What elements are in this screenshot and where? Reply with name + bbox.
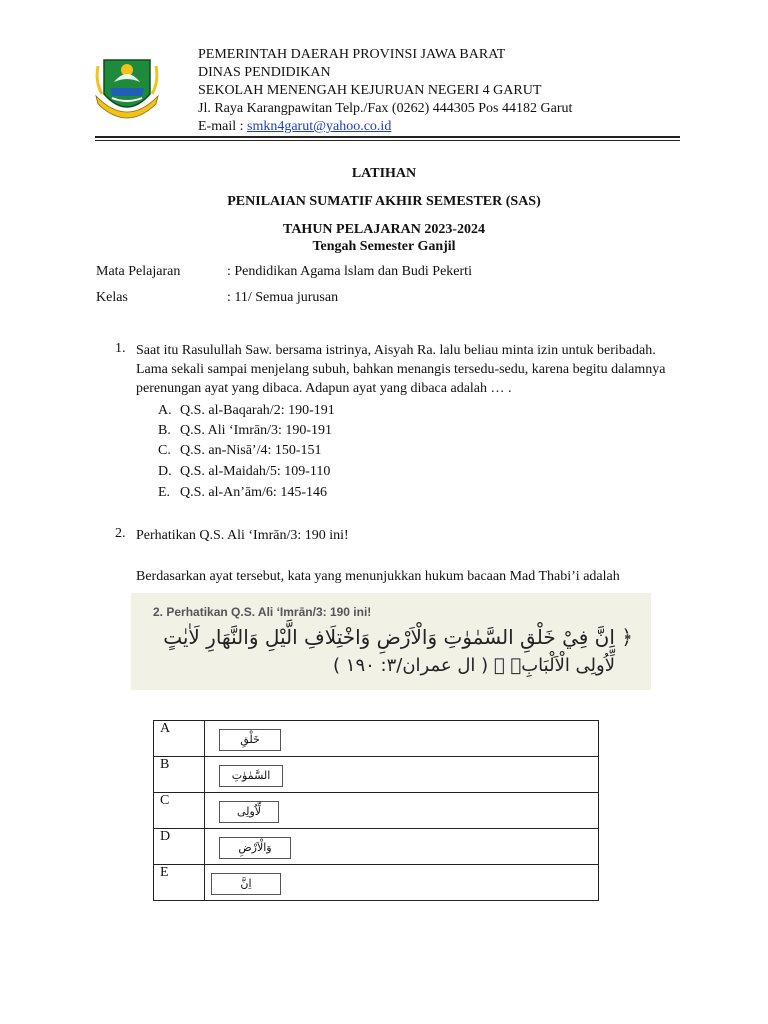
question-2-number: 2. <box>115 526 126 541</box>
table-row <box>154 865 599 901</box>
answer-letter: E <box>154 865 205 901</box>
table-row <box>154 829 599 865</box>
class-value: : 11/ Semua jurusan <box>227 290 339 305</box>
question-1-text: Saat itu Rasulullah Saw. bersama istrinya, Aisyah Ra. lalu beliau minta izin untuk beribadah. Lama sekali sampai menjelang subuh, bahkan menangis tersedu-sedu, karena begitu dalamnya perenungan ayat yang dibaca. Adapun ayat yang dibaca adalah … . <box>136 343 666 396</box>
email-label: E-mail : <box>198 119 247 134</box>
table-row <box>154 793 599 829</box>
answer-word[interactable]: اِنَّ <box>211 873 281 895</box>
table-row <box>154 721 599 757</box>
option-text: Q.S. al-Maidah/5: 109-110 <box>180 464 331 479</box>
question-1-option-b <box>158 423 332 439</box>
question-2-instruction: Berdasarkan ayat tersebut, kata yang menunjukkan hukum bacaan Mad Thabi’i adalah <box>136 569 620 584</box>
subject-label: Mata Pelajaran <box>96 264 181 279</box>
doc-title-year: TAHUN PELAJARAN 2023-2024 <box>283 222 485 237</box>
answer-cell <box>205 865 599 901</box>
option-text: Q.S. an-Nisā’/4: 150-151 <box>180 443 322 458</box>
header-rule-thin <box>95 140 680 141</box>
subject-value: : Pendidikan Agama lslam dan Budi Pekerti <box>227 264 472 279</box>
option-letter: C. <box>158 443 171 458</box>
doc-title-exercise: LATIHAN <box>351 166 417 181</box>
question-1-option-a <box>158 403 335 419</box>
answer-letter: C <box>154 793 205 829</box>
header-line-school: SEKOLAH MENENGAH KEJURUAN NEGERI 4 GARUT <box>198 83 542 98</box>
verse-heading: 2. Perhatikan Q.S. Ali ‘Imrān/3: 190 ini! <box>153 605 372 619</box>
verse-arabic-line-1: ﴿ اِنَّ فِيْ خَلْقِ السَّمٰوٰتِ وَالْاَرْضِ وَاخْتِلَافِ الَّيْلِ وَالنَّهَارِ لَاٰيٰتٍ <box>163 625 633 649</box>
answer-cell <box>205 829 599 865</box>
verse-image <box>131 593 651 690</box>
answer-table <box>153 720 599 901</box>
option-text: Q.S. al-Baqarah/2: 190-191 <box>180 403 335 418</box>
answer-cell <box>205 721 599 757</box>
header-line-email <box>198 118 391 135</box>
option-letter: B. <box>158 423 171 438</box>
doc-title-assessment: PENILAIAN SUMATIF AKHIR SEMESTER (SAS) <box>227 194 541 209</box>
header-line-address: Jl. Raya Karangpawitan Telp./Fax (0262) 444305 Pos 44182 Garut <box>198 101 573 116</box>
question-2-text: Perhatikan Q.S. Ali ‘Imrān/3: 190 ini! <box>136 528 349 543</box>
class-label: Kelas <box>96 290 128 305</box>
answer-cell <box>205 793 599 829</box>
option-text: Q.S. al-An’ām/6: 145-146 <box>180 485 327 500</box>
question-1-option-e <box>158 485 327 501</box>
answer-word[interactable]: وَالْاَرْضِ <box>219 837 291 859</box>
option-text: Q.S. Ali ‘Imrān/3: 190-191 <box>180 423 333 438</box>
question-1-option-d <box>158 464 330 480</box>
answer-letter: A <box>154 721 205 757</box>
table-row <box>154 757 599 793</box>
answer-word[interactable]: خَلْقِ <box>219 729 281 751</box>
question-1-option-c <box>158 443 322 459</box>
school-logo <box>94 52 160 122</box>
verse-arabic-line-2: لِّاُولِى الْاَلْبَابِۙ ﴾ ( ال عمران/٣: ١٩٠ ) <box>333 655 615 676</box>
doc-title-semester: Tengah Semester Ganjil <box>312 239 456 254</box>
answer-letter: B <box>154 757 205 793</box>
option-letter: E. <box>158 485 171 500</box>
header-rule-thick <box>95 136 680 138</box>
header-line-agency: DINAS PENDIDIKAN <box>198 65 331 80</box>
option-letter: A. <box>158 403 172 418</box>
answer-word[interactable]: لِّاُولِى <box>219 801 279 823</box>
option-letter: D. <box>158 464 172 479</box>
answer-letter: D <box>154 829 205 865</box>
answer-cell <box>205 757 599 793</box>
email-link[interactable]: smkn4garut@yahoo.co.id <box>247 119 392 134</box>
header-line-government: PEMERINTAH DAERAH PROVINSI JAWA BARAT <box>198 47 506 62</box>
answer-word[interactable]: السَّمٰوٰتِ <box>219 765 283 787</box>
question-1-number: 1. <box>115 341 126 356</box>
